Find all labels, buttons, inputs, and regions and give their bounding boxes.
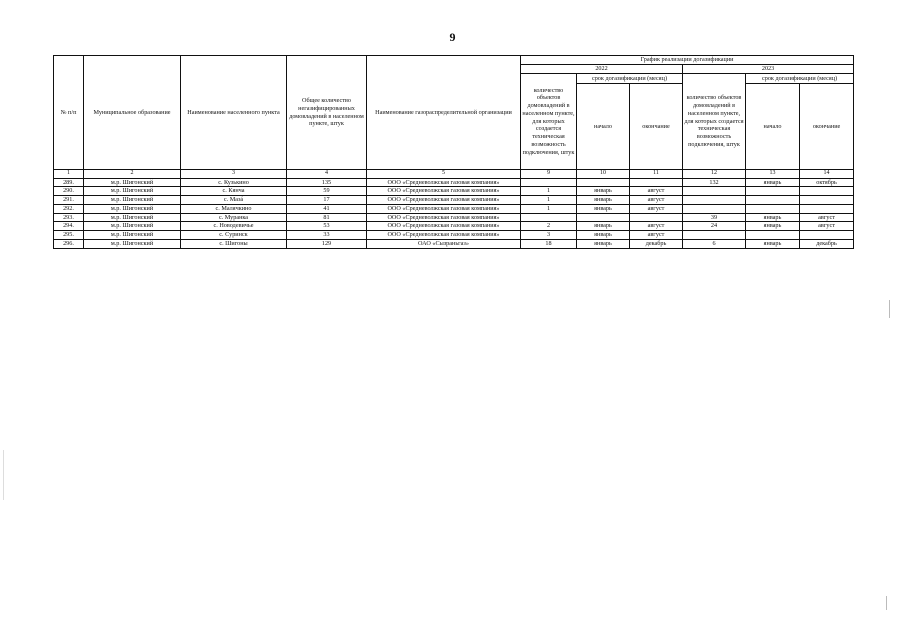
- total-households-cell: 41: [287, 204, 367, 213]
- total-households-cell: 81: [287, 213, 367, 222]
- row-number: 294.: [54, 222, 84, 231]
- count-2023-cell: [683, 204, 746, 213]
- gasification-schedule-table: [53, 55, 854, 249]
- start-2023-cell: [746, 204, 800, 213]
- row-number: 289.: [54, 178, 84, 187]
- header-start-2022: начало: [577, 84, 630, 170]
- column-number: 4: [287, 170, 367, 179]
- end-2023-cell: декабрь: [800, 239, 854, 248]
- column-number: 14: [800, 170, 854, 179]
- settlement-cell: с. Шигоны: [181, 239, 287, 248]
- count-2022-cell: 18: [521, 239, 577, 248]
- count-2023-cell: 39: [683, 213, 746, 222]
- start-2022-cell: январь: [577, 231, 630, 240]
- organization-cell: ООО «Средневолжская газовая компания»: [367, 204, 521, 213]
- start-2022-cell: [577, 178, 630, 187]
- end-2023-cell: август: [800, 213, 854, 222]
- header-count-2023: количество объектов домовладений в населенном пункте, для которых создается техническая возможность подключения, штук: [683, 74, 746, 170]
- organization-cell: ООО «Средневолжская газовая компания»: [367, 187, 521, 196]
- row-number: 290.: [54, 187, 84, 196]
- end-2022-cell: [630, 178, 683, 187]
- municipality-cell: м.р. Шигонский: [84, 222, 181, 231]
- end-2022-cell: [630, 213, 683, 222]
- start-2023-cell: [746, 231, 800, 240]
- municipality-cell: м.р. Шигонский: [84, 178, 181, 187]
- start-2023-cell: [746, 187, 800, 196]
- settlement-cell: с. Новодевичье: [181, 222, 287, 231]
- column-number: 11: [630, 170, 683, 179]
- settlement-cell: с. Кянча: [181, 187, 287, 196]
- table-row: [54, 178, 854, 187]
- header-total: Общее количество негазифицированных домовладений в населенном пункте, штук: [287, 56, 367, 170]
- header-start-2023: начало: [746, 84, 800, 170]
- count-2023-cell: [683, 187, 746, 196]
- start-2023-cell: январь: [746, 213, 800, 222]
- count-2023-cell: 132: [683, 178, 746, 187]
- header-year-2022: 2022: [521, 65, 683, 74]
- table-row: [54, 231, 854, 240]
- column-number-row: [54, 170, 854, 179]
- settlement-cell: с. Малячкино: [181, 204, 287, 213]
- header-num: № п/п: [54, 56, 84, 170]
- municipality-cell: м.р. Шигонский: [84, 231, 181, 240]
- start-2023-cell: январь: [746, 178, 800, 187]
- table-row: [54, 222, 854, 231]
- column-number: 10: [577, 170, 630, 179]
- end-2022-cell: август: [630, 222, 683, 231]
- municipality-cell: м.р. Шигонский: [84, 187, 181, 196]
- settlement-cell: с. Муранка: [181, 213, 287, 222]
- scan-mark: [3, 450, 4, 500]
- start-2022-cell: январь: [577, 196, 630, 205]
- column-number: 9: [521, 170, 577, 179]
- start-2022-cell: [577, 213, 630, 222]
- total-households-cell: 129: [287, 239, 367, 248]
- column-number: 12: [683, 170, 746, 179]
- municipality-cell: м.р. Шигонский: [84, 239, 181, 248]
- organization-cell: ООО «Средневолжская газовая компания»: [367, 196, 521, 205]
- count-2022-cell: [521, 213, 577, 222]
- count-2023-cell: 6: [683, 239, 746, 248]
- total-households-cell: 135: [287, 178, 367, 187]
- table-row: [54, 187, 854, 196]
- column-number: 1: [54, 170, 84, 179]
- count-2022-cell: 1: [521, 204, 577, 213]
- total-households-cell: 53: [287, 222, 367, 231]
- header-end-2023: окончание: [800, 84, 854, 170]
- settlement-cell: с. Кузькино: [181, 178, 287, 187]
- header-year-2023: 2023: [683, 65, 854, 74]
- start-2022-cell: январь: [577, 239, 630, 248]
- end-2022-cell: август: [630, 231, 683, 240]
- column-number: 5: [367, 170, 521, 179]
- header-municipality: Муниципальное образование: [84, 56, 181, 170]
- row-number: 291.: [54, 196, 84, 205]
- start-2022-cell: январь: [577, 222, 630, 231]
- row-number: 292.: [54, 204, 84, 213]
- count-2023-cell: [683, 231, 746, 240]
- total-households-cell: 17: [287, 196, 367, 205]
- total-households-cell: 33: [287, 231, 367, 240]
- start-2023-cell: январь: [746, 222, 800, 231]
- row-number: 296.: [54, 239, 84, 248]
- end-2023-cell: август: [800, 222, 854, 231]
- end-2022-cell: август: [630, 204, 683, 213]
- count-2022-cell: 3: [521, 231, 577, 240]
- municipality-cell: м.р. Шигонский: [84, 213, 181, 222]
- organization-cell: ОАО «Сызраньгаз»: [367, 239, 521, 248]
- count-2023-cell: 24: [683, 222, 746, 231]
- count-2022-cell: 1: [521, 187, 577, 196]
- organization-cell: ООО «Средневолжская газовая компания»: [367, 231, 521, 240]
- column-number: 2: [84, 170, 181, 179]
- header-schedule: График реализации догазификации: [521, 56, 854, 65]
- scan-mark: [889, 300, 890, 318]
- end-2023-cell: [800, 231, 854, 240]
- start-2023-cell: [746, 196, 800, 205]
- header-term-2022: срок догазификации (месяц): [577, 74, 683, 84]
- total-households-cell: 59: [287, 187, 367, 196]
- table-row: [54, 213, 854, 222]
- row-number: 293.: [54, 213, 84, 222]
- count-2022-cell: 2: [521, 222, 577, 231]
- start-2023-cell: январь: [746, 239, 800, 248]
- end-2023-cell: [800, 196, 854, 205]
- header-end-2022: окончание: [630, 84, 683, 170]
- start-2022-cell: январь: [577, 204, 630, 213]
- header-settlement: Наименование населенного пункта: [181, 56, 287, 170]
- page-number: 9: [449, 30, 456, 44]
- table-row: [54, 196, 854, 205]
- organization-cell: ООО «Средневолжская газовая компания»: [367, 213, 521, 222]
- organization-cell: ООО «Средневолжская газовая компания»: [367, 222, 521, 231]
- end-2022-cell: декабрь: [630, 239, 683, 248]
- end-2022-cell: август: [630, 196, 683, 205]
- end-2023-cell: [800, 204, 854, 213]
- count-2023-cell: [683, 196, 746, 205]
- column-number: 13: [746, 170, 800, 179]
- count-2022-cell: [521, 178, 577, 187]
- end-2023-cell: [800, 187, 854, 196]
- scan-mark: [886, 596, 887, 610]
- column-number: 3: [181, 170, 287, 179]
- settlement-cell: с. Мазá: [181, 196, 287, 205]
- table-row: [54, 239, 854, 248]
- settlement-cell: с. Суринск: [181, 231, 287, 240]
- end-2023-cell: октябрь: [800, 178, 854, 187]
- municipality-cell: м.р. Шигонский: [84, 204, 181, 213]
- header-term-2023: срок догазификации (месяц): [746, 74, 854, 84]
- header-org: Наименование газораспределительной организации: [367, 56, 521, 170]
- row-number: 295.: [54, 231, 84, 240]
- table-row: [54, 204, 854, 213]
- start-2022-cell: январь: [577, 187, 630, 196]
- end-2022-cell: август: [630, 187, 683, 196]
- municipality-cell: м.р. Шигонский: [84, 196, 181, 205]
- organization-cell: ООО «Средневолжская газовая компания»: [367, 178, 521, 187]
- header-count-2022: количество объектов домовладений в населенном пункте, для которых создается техническая возможность подключения, штук: [521, 74, 577, 170]
- count-2022-cell: 1: [521, 196, 577, 205]
